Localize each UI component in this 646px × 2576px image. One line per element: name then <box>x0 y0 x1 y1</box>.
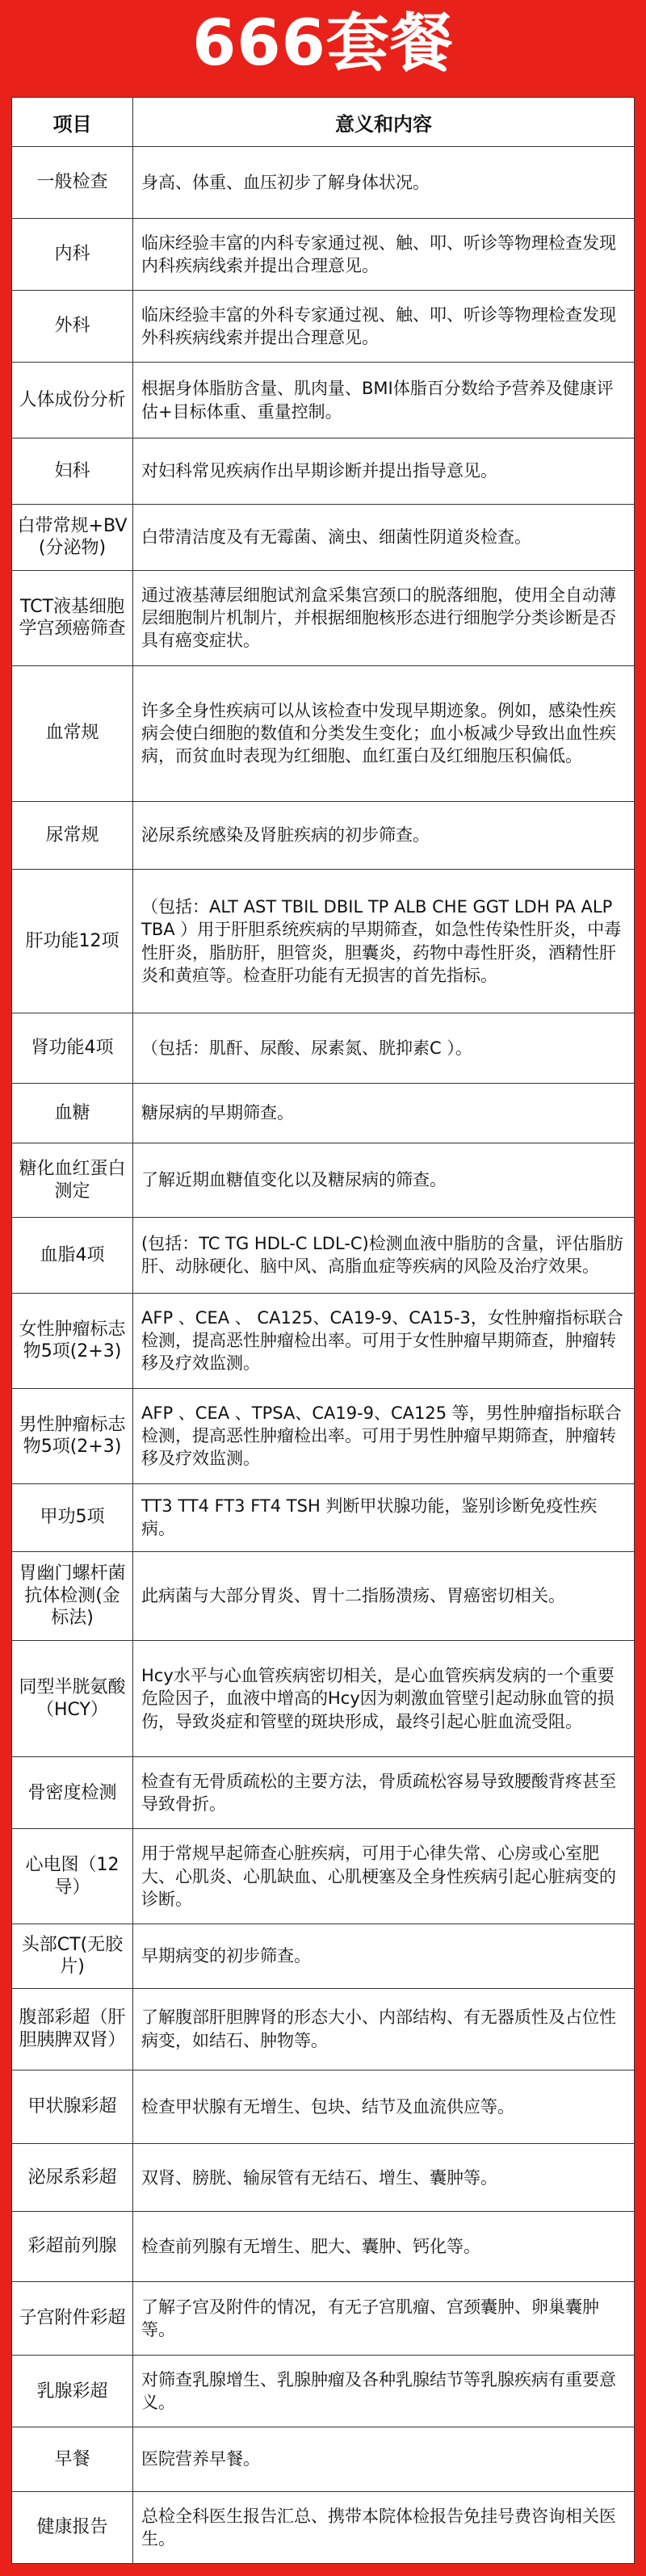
row-desc: 通过液基薄层细胞试剂盒采集宫颈口的脱落细胞，使用全自动薄层细胞制片机制片，并根据细胞核形态进行细胞学分类诊断是否具有癌变症状。 <box>133 570 635 665</box>
row-desc: (包括：TC TG HDL-C LDL-C)检测血液中脂肪的含量，评估脂肪肝、动脉硬化、脑中风、高脂血症等疾病的风险及治疗效果。 <box>133 1217 635 1293</box>
row-item: 心电图（12导） <box>12 1829 133 1924</box>
row-item: 骨密度检测 <box>12 1757 133 1829</box>
table-row <box>12 147 635 219</box>
table-row <box>12 1829 635 1924</box>
table-row <box>12 1388 635 1483</box>
row-desc: 了解子宫及附件的情况，有无子宫肌瘤、宫颈囊肿、卵巢囊肿等。 <box>133 2281 635 2355</box>
row-desc: 了解腹部肝胆脾肾的形态大小、内部结构、有无器质性及占位性病变，如结石、肿物等。 <box>133 1988 635 2070</box>
row-desc: 对筛查乳腺增生、乳腺肿瘤及各种乳腺结节等乳腺疾病有重要意义。 <box>133 2356 635 2427</box>
row-item: 腹部彩超（肝胆胰脾双肾） <box>12 1988 133 2070</box>
table-row <box>12 665 635 801</box>
table-row <box>12 1483 635 1551</box>
table-row <box>12 1217 635 1293</box>
row-item: 胃幽门螺杆菌抗体检测(金标法) <box>12 1551 133 1640</box>
row-item: 女性肿瘤标志物5项(2+3) <box>12 1293 133 1388</box>
row-item: 人体成份分析 <box>12 363 133 438</box>
table-header-row <box>12 98 635 147</box>
row-desc: 双肾、膀胱、输尿管有无结石、增生、囊肿等。 <box>133 2144 635 2212</box>
row-item: 血常规 <box>12 665 133 801</box>
row-item: 肾功能4项 <box>12 1013 133 1084</box>
table-row <box>12 2070 635 2143</box>
row-item: 子宫附件彩超 <box>12 2281 133 2355</box>
row-item: 血糖 <box>12 1083 133 1143</box>
row-desc: AFP 、CEA 、TPSA、CA19-9、CA125 等，男性肿瘤指标联合检测，提高恶性肿瘤检出率。可用于男性肿瘤早期筛查，肿瘤转移及疗效监测。 <box>133 1388 635 1483</box>
table-row <box>12 1640 635 1756</box>
row-item: 妇科 <box>12 438 133 504</box>
row-item: 同型半胱氨酸（HCY） <box>12 1640 133 1756</box>
table-row <box>12 1143 635 1217</box>
table-row <box>12 291 635 363</box>
table-row <box>12 870 635 1013</box>
row-desc: 临床经验丰富的内科专家通过视、触、叩、听诊等物理检查发现内科疾病线索并提出合理意见。 <box>133 219 635 291</box>
row-desc: 根据身体脂肪含量、肌肉量、BMI体脂百分数给予营养及健康评估+目标体重、重量控制。 <box>133 363 635 438</box>
row-item: 外科 <box>12 291 133 363</box>
table-row <box>12 1551 635 1640</box>
row-item: 肝功能12项 <box>12 870 133 1013</box>
table-row <box>12 2144 635 2212</box>
row-item: 乳腺彩超 <box>12 2356 133 2427</box>
row-item: 白带常规+BV(分泌物) <box>12 504 133 570</box>
table-row <box>12 2427 635 2491</box>
table-row <box>12 438 635 504</box>
table-row <box>12 363 635 438</box>
page-title: 666套餐 <box>192 7 454 80</box>
header-item: 项目 <box>12 98 133 147</box>
row-desc: 检查前列腺有无增生、肥大、囊肿、钙化等。 <box>133 2212 635 2282</box>
row-desc: （包括：肌酐、尿酸、尿素氮、胱抑素C ）。 <box>133 1013 635 1084</box>
row-desc: TT3 TT4 FT3 FT4 TSH 判断甲状腺功能，鉴别诊断免疫性疾病。 <box>133 1483 635 1551</box>
header-desc: 意义和内容 <box>133 98 635 147</box>
row-item: TCT液基细胞学宫颈癌筛查 <box>12 570 133 665</box>
checkup-table-container <box>11 97 635 2564</box>
row-item: 尿常规 <box>12 801 133 869</box>
table-row <box>12 1924 635 1988</box>
row-item: 血脂4项 <box>12 1217 133 1293</box>
row-desc: 总检全科医生报告汇总、携带本院体检报告免挂号费咨询相关医生。 <box>133 2491 635 2563</box>
table-row <box>12 2212 635 2282</box>
row-desc: 泌尿系统感染及肾脏疾病的初步筛查。 <box>133 801 635 869</box>
table-row <box>12 570 635 665</box>
table-row <box>12 1988 635 2070</box>
row-item: 甲功5项 <box>12 1483 133 1551</box>
row-item: 男性肿瘤标志物5项(2+3) <box>12 1388 133 1483</box>
row-desc: 检查有无骨质疏松的主要方法，骨质疏松容易导致腰酸背疼甚至导致骨折。 <box>133 1757 635 1829</box>
table-row <box>12 1757 635 1829</box>
row-desc: 医院营养早餐。 <box>133 2427 635 2491</box>
row-desc: 了解近期血糖值变化以及糖尿病的筛查。 <box>133 1143 635 1217</box>
row-desc: 检查甲状腺有无增生、包块、结节及血流供应等。 <box>133 2070 635 2143</box>
table-body <box>12 147 635 2564</box>
row-desc: 白带清洁度及有无霉菌、滴虫、细菌性阴道炎检查。 <box>133 504 635 570</box>
row-desc: 早期病变的初步筛查。 <box>133 1924 635 1988</box>
table-row <box>12 2281 635 2355</box>
row-item: 一般检查 <box>12 147 133 219</box>
row-desc: 许多全身性疾病可以从该检查中发现早期迹象。例如，感染性疾病会使白细胞的数值和分类发生变化；血小板减少导致出血性疾病，而贫血时表现为红细胞、血红蛋白及红细胞压积偏低。 <box>133 665 635 801</box>
row-item: 早餐 <box>12 2427 133 2491</box>
row-desc: 此病菌与大部分胃炎、胃十二指肠溃疡、胃癌密切相关。 <box>133 1551 635 1640</box>
row-desc: 身高、体重、血压初步了解身体状况。 <box>133 147 635 219</box>
checkup-table <box>11 97 635 2564</box>
row-desc: AFP 、CEA 、 CA125、CA19-9、CA15-3，女性肿瘤指标联合检测，提高恶性肿瘤检出率。可用于女性肿瘤早期筛查，肿瘤转移及疗效监测。 <box>133 1293 635 1388</box>
table-row <box>12 1013 635 1084</box>
row-item: 健康报告 <box>12 2491 133 2563</box>
table-row <box>12 504 635 570</box>
table-row <box>12 1293 635 1388</box>
table-row <box>12 1083 635 1143</box>
row-desc: 对妇科常见疾病作出早期诊断并提出指导意见。 <box>133 438 635 504</box>
row-desc: 糖尿病的早期筛查。 <box>133 1083 635 1143</box>
row-item: 彩超前列腺 <box>12 2212 133 2282</box>
row-item: 泌尿系彩超 <box>12 2144 133 2212</box>
table-row <box>12 219 635 291</box>
table-row <box>12 2491 635 2563</box>
row-item: 头部CT(无胶片) <box>12 1924 133 1988</box>
row-item: 甲状腺彩超 <box>12 2070 133 2143</box>
row-item: 糖化血红蛋白测定 <box>12 1143 133 1217</box>
table-row <box>12 2356 635 2427</box>
row-item: 内科 <box>12 219 133 291</box>
row-desc: （包括：ALT AST TBIL DBIL TP ALB CHE GGT LDH PA ALP TBA ）用于肝胆系统疾病的早期筛查，如急性传染性肝炎，中毒性肝炎，脂肪肝，胆管炎，胆囊炎，药物中毒性肝炎，酒精性肝炎和黄疸等。检查肝功能有无损害的首先指标。 <box>133 870 635 1013</box>
table-row <box>12 801 635 869</box>
row-desc: 临床经验丰富的外科专家通过视、触、叩、听诊等物理检查发现外科疾病线索并提出合理意见。 <box>133 291 635 363</box>
row-desc: Hcy水平与心血管疾病密切相关，是心血管疾病发病的一个重要危险因子，血液中增高的Hcy因为刺激血管壁引起动脉血管的损伤，导致炎症和管壁的斑块形成，最终引起心脏血流受阻。 <box>133 1640 635 1756</box>
row-desc: 用于常规早起筛查心脏疾病，可用于心律失常、心房或心室肥大、心肌炎、心肌缺血、心肌梗塞及全身性疾病引起心脏病变的诊断。 <box>133 1829 635 1924</box>
